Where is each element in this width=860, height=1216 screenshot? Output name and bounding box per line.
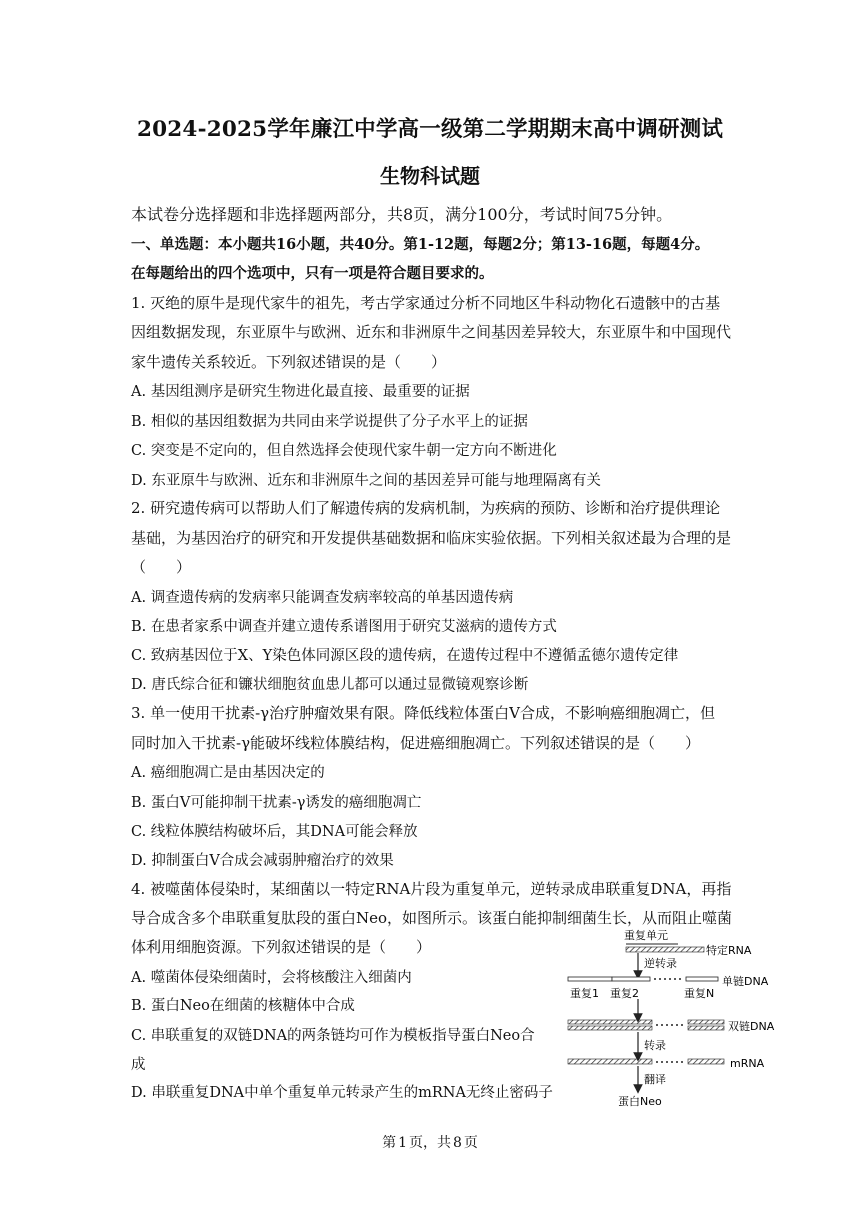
q4-option-c: C. 串联重复的双链DNA的两条链均可作为模板指导蛋白Neo合 (131, 1028, 535, 1044)
figure-label-dsdna: 双链DNA (728, 1020, 775, 1033)
q4-option-c-continued: 成 (131, 1057, 146, 1073)
q2-option-a: A. 调查遗传病的发病率只能调查发病率较高的单基因遗传病 (131, 590, 514, 606)
q4-figure-diagram (560, 925, 790, 1110)
exam-subtitle: 生物科试题 (380, 164, 480, 188)
q4-stem-line-3: 体利用细胞资源。下列叙述错误的是（ ） (131, 938, 432, 956)
figure-label-reverse-transcription: 逆转录 (644, 957, 677, 970)
figure-ssdna-segment-2 (612, 977, 650, 981)
q2-option-c: C. 致病基因位于X、Y染色体同源区段的遗传病，在遗传过程中不遵循孟德尔遗传定律 (131, 648, 679, 664)
q1-stem-line-1: 1. 灭绝的原牛是现代家牛的祖先，考古学家通过分析不同地区牛科动物化石遗骸中的古基 (131, 294, 721, 312)
figure-specific-rna-strand (626, 947, 704, 952)
figure-label-protein: 蛋白Neo (618, 1095, 662, 1108)
figure-dsdna-top-segment-1 (568, 1020, 652, 1024)
footer-total-pages: 8 (453, 1135, 462, 1151)
exam-title: 2024-2025学年廉江中学高一级第二学期期末高中调研测试 (136, 117, 724, 142)
footer-page-number: 1 (398, 1135, 407, 1151)
q1-option-c: C. 突变是不定向的，但自然选择会使现代家牛朝一定方向不断进化 (131, 443, 557, 459)
figure-label-mrna: mRNA (730, 1057, 765, 1070)
q4-option-b: B. 蛋白Neo在细菌的核糖体中合成 (131, 998, 355, 1014)
figure-label-repeat2: 重复2 (610, 987, 639, 1000)
q1-option-b: B. 相似的基因组数据为共同由来学说提供了分子水平上的证据 (131, 414, 528, 430)
figure-label-repeatN: 重复N (684, 987, 715, 1000)
figure-label-transcription: 转录 (644, 1039, 666, 1052)
q2-stem-line-1: 2. 研究遗传病可以帮助人们了解遗传病的发病机制，为疾病的预防、诊断和治疗提供理论 (131, 499, 721, 517)
figure-ssdna-segment-1 (568, 977, 612, 981)
q3-option-c: C. 线粒体膜结构破坏后，其DNA可能会释放 (131, 824, 418, 840)
q4-option-d: D. 串联重复DNA中单个重复单元转录产生的mRNA无终止密码子 (131, 1085, 553, 1101)
section-heading-line-1: 一、单选题：本小题共16小题，共40分。第1-12题，每题2分；第13-16题，每题4分。 (131, 236, 710, 253)
figure-label-specific-rna: 特定RNA (706, 944, 752, 957)
figure-ssdna-segment-n (686, 977, 718, 981)
q4-option-a: A. 噬菌体侵染细菌时，会将核酸注入细菌内 (131, 970, 412, 986)
q1-option-a: A. 基因组测序是研究生物进化最直接、最重要的证据 (131, 384, 470, 400)
q4-stem-line-2: 导合成含多个串联重复肽段的蛋白Neo，如图所示。该蛋白能抑制细菌生长，从而阻止噬菌 (131, 909, 733, 927)
q1-stem-line-3: 家牛遗传关系较近。下列叙述错误的是（ ） (131, 353, 447, 371)
section-heading-line-2: 在每题给出的四个选项中，只有一项是符合题目要求的。 (131, 265, 494, 282)
q1-option-d: D. 东亚原牛与欧洲、近东和非洲原牛之间的基因差异可能与地理隔离有关 (131, 473, 601, 489)
page-footer (0, 1132, 860, 1152)
figure-dsdna-bottom-segment-n (688, 1026, 724, 1030)
q4-stem-line-1: 4. 被噬菌体侵染时，某细菌以一特定RNA片段为重复单元，逆转录成串联重复DNA，再指 (131, 880, 732, 898)
footer-prefix: 第 (382, 1135, 397, 1151)
footer-suffix: 页 (463, 1135, 478, 1151)
q2-option-d: D. 唐氏综合征和镰状细胞贫血患儿都可以通过显微镜观察诊断 (131, 677, 529, 693)
figure-mrna-segment-1 (568, 1059, 652, 1064)
figure-dsdna-top-segment-n (688, 1020, 724, 1024)
figure-label-repeat-unit: 重复单元 (624, 929, 668, 942)
q3-stem-line-1: 3. 单一使用干扰素-γ治疗肿瘤效果有限。降低线粒体蛋白V合成，不影响癌细胞凋亡，但 (131, 704, 715, 722)
exam-intro: 本试卷分选择题和非选择题两部分，共8页，满分100分，考试时间75分钟。 (131, 205, 673, 224)
figure-mrna-segment-n (688, 1059, 724, 1064)
q3-option-a: A. 癌细胞凋亡是由基因决定的 (131, 765, 325, 781)
figure-label-repeat1: 重复1 (570, 987, 599, 1000)
q1-stem-line-2: 因组数据发现，东亚原牛与欧洲、近东和非洲原牛之间基因差异较大，东亚原牛和中国现代 (131, 323, 732, 341)
figure-dsdna-bottom-segment-1 (568, 1026, 652, 1030)
figure-label-ssdna: 单链DNA (722, 975, 769, 988)
footer-middle: 页，共 (409, 1135, 451, 1151)
q2-stem-line-2: 基础，为基因治疗的研究和开发提供基础数据和临床实验依据。下列相关叙述最为合理的是 (131, 529, 732, 547)
q2-stem-line-3: （ ） (131, 558, 192, 576)
q3-option-b: B. 蛋白V可能抑制干扰素-γ诱发的癌细胞凋亡 (131, 795, 422, 811)
figure-label-translation: 翻译 (644, 1073, 666, 1086)
q3-stem-line-2: 同时加入干扰素-γ能破坏线粒体膜结构，促进癌细胞凋亡。下列叙述错误的是（ ） (131, 734, 701, 752)
q3-option-d: D. 抑制蛋白V合成会减弱肿瘤治疗的效果 (131, 853, 394, 869)
q2-option-b: B. 在患者家系中调查并建立遗传系谱图用于研究艾滋病的遗传方式 (131, 619, 557, 635)
